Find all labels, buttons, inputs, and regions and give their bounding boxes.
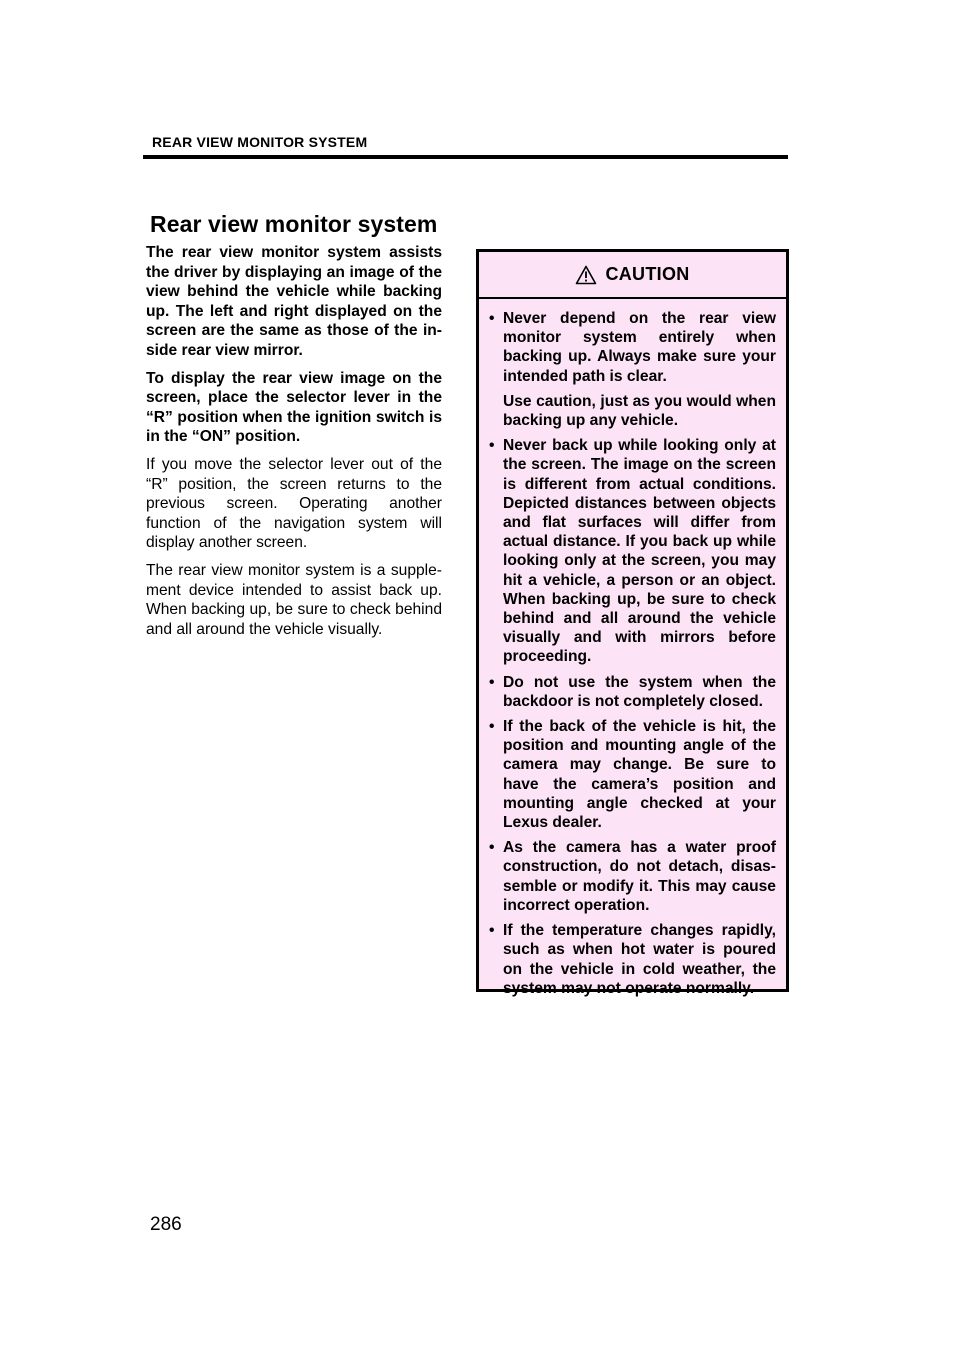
caution-box bbox=[476, 249, 789, 997]
bullet-icon: • bbox=[489, 310, 495, 327]
page-number: 286 bbox=[150, 1214, 182, 1235]
caution-item-text: If the temperature changes rapidly, such as when hot water is poured on the vehicle in cold weather, the system may not operate normally. bbox=[503, 922, 776, 997]
bullet-icon: • bbox=[489, 437, 495, 455]
header-rule bbox=[143, 155, 788, 159]
supplement-paragraph: The rear view monitor system is a supple-ment device intended to assist back up. When backing up, be sure to check behind and all around the vehicle visually. bbox=[146, 561, 442, 638]
caution-item bbox=[489, 838, 776, 915]
running-header: REAR VIEW MONITOR SYSTEM bbox=[152, 134, 368, 150]
screen-return-paragraph: If you move the selector lever out of the “R” position, the screen returns to the previous screen. Operating another function of the navigation system will display another screen. bbox=[146, 455, 442, 552]
body-text-column bbox=[146, 243, 442, 647]
caution-header bbox=[479, 252, 786, 299]
caution-item-text: Do not use the system when the backdoor is not completely closed. bbox=[503, 673, 776, 710]
bullet-icon: • bbox=[489, 673, 495, 691]
caution-item-text: As the camera has a water proof construction, do not detach, disas-semble or modify it. This may cause incorrect operation. bbox=[503, 839, 776, 914]
intro-paragraph: The rear view monitor system assists the driver by displaying an image of the view behind the vehicle while backing up. The left and right displayed on the screen are the same as those of the in-side rear view mirror. bbox=[146, 244, 442, 359]
display-instruction-paragraph: To display the rear view image on the screen, place the selector lever in the “R” position when the ignition switch is in the “ON” position. bbox=[146, 369, 442, 446]
caution-list bbox=[479, 299, 786, 998]
caution-item bbox=[489, 921, 776, 998]
bullet-icon: • bbox=[489, 718, 495, 736]
caution-item bbox=[489, 309, 776, 430]
caution-item-text: Never back up while looking only at the screen. The image on the screen is different from actual conditions. Depicted distances between objects and flat surfaces will differ from actual distance. If you back up while looking only at the screen, you may hit a vehicle, a person or an object. When backing up, be sure to check behind and all around the vehicle visually and with mirrors before proceeding. bbox=[503, 437, 776, 666]
caution-item-text: If the back of the vehicle is hit, the position and mounting angle of the camera may change. Be sure to have the camera’s position and mounting angle checked at your Lexus dealer. bbox=[503, 718, 776, 832]
bullet-icon: • bbox=[489, 922, 495, 940]
caution-item-text: Never depend on the rear view monitor system entirely when backing up. Always make sure your intended path is clear. bbox=[503, 310, 776, 385]
caution-item bbox=[489, 673, 776, 711]
caution-item-extra: Use caution, just as you would when backing up any vehicle. bbox=[503, 392, 776, 430]
caution-label: CAUTION bbox=[605, 264, 690, 284]
section-title: Rear view monitor system bbox=[150, 211, 438, 237]
warning-triangle-icon bbox=[575, 265, 597, 285]
bullet-icon: • bbox=[489, 839, 495, 857]
caution-item bbox=[489, 717, 776, 832]
caution-item bbox=[489, 436, 776, 666]
